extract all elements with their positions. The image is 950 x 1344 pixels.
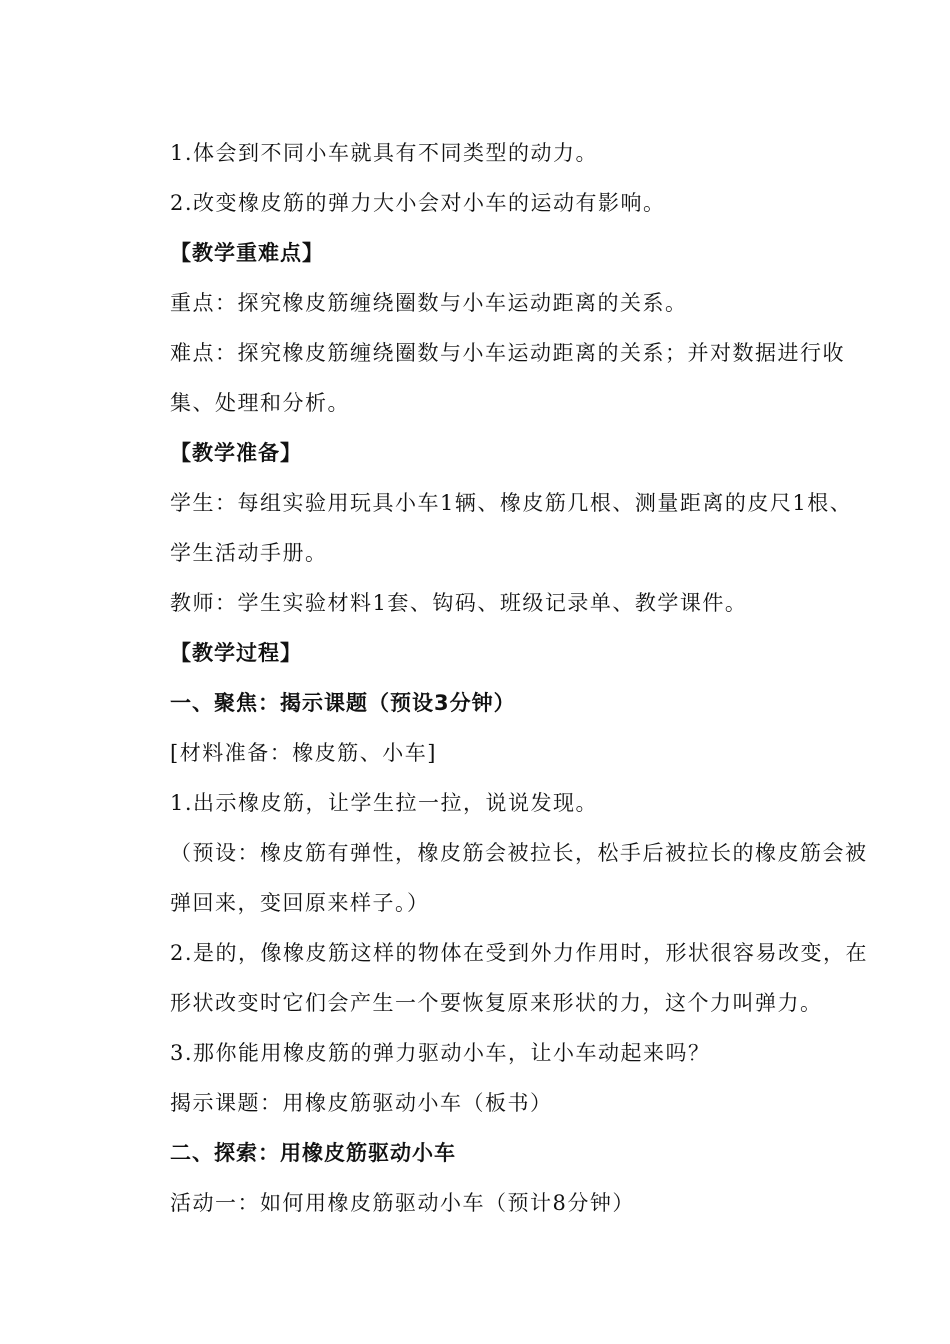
step-3-line: 3.那你能用橡皮筋的弹力驱动小车，让小车动起来吗？ — [170, 1041, 711, 1065]
section-heading-preparation: 【教学准备】 — [170, 441, 302, 465]
section-heading-key-points: 【教学重难点】 — [170, 241, 324, 265]
step-1-line: 1.出示橡皮筋，让学生拉一拉，说说发现。 — [170, 791, 599, 815]
preset-line-1: （预设：橡皮筋有弹性，橡皮筋会被拉长，松手后被拉长的橡皮筋会被 — [170, 841, 868, 865]
document-body — [170, 128, 912, 1228]
step-heading-explore: 二、探索：用橡皮筋驱动小车 — [170, 1141, 456, 1165]
materials-line: [材料准备：橡皮筋、小车] — [170, 741, 437, 765]
preset-line-2: 弹回来，变回原来样子。） — [170, 891, 430, 915]
objective-line-1: 1.体会到不同小车就具有不同类型的动力。 — [170, 141, 599, 165]
topic-reveal-line: 揭示课题：用橡皮筋驱动小车（板书） — [170, 1091, 553, 1115]
teacher-prep-line: 教师：学生实验材料1套、钩码、班级记录单、教学课件。 — [170, 591, 748, 615]
key-point-line: 重点：探究橡皮筋缠绕圈数与小车运动距离的关系。 — [170, 291, 688, 315]
student-prep-line-1: 学生：每组实验用玩具小车1辆、橡皮筋几根、测量距离的皮尺1根、 — [170, 491, 853, 515]
difficulty-line-2: 集、处理和分析。 — [170, 391, 350, 415]
difficulty-line-1: 难点：探究橡皮筋缠绕圈数与小车运动距离的关系；并对数据进行收 — [170, 341, 845, 365]
student-prep-line-2: 学生活动手册。 — [170, 541, 328, 565]
objective-line-2: 2.改变橡皮筋的弹力大小会对小车的运动有影响。 — [170, 191, 666, 215]
activity-1-line: 活动一：如何用橡皮筋驱动小车（预计8分钟） — [170, 1191, 635, 1215]
step-2-line-2: 形状改变时它们会产生一个要恢复原来形状的力，这个力叫弹力。 — [170, 991, 823, 1015]
section-heading-process: 【教学过程】 — [170, 641, 302, 665]
step-heading-focus: 一、聚焦：揭示课题（预设3分钟） — [170, 691, 516, 715]
step-2-line-1: 2.是的，像橡皮筋这样的物体在受到外力作用时，形状很容易改变，在 — [170, 941, 869, 965]
